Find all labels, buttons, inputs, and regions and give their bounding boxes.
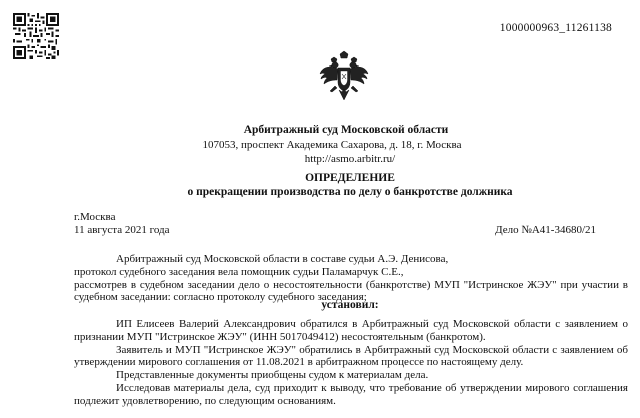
intro-line-3: рассмотрев в судебном заседании дело о несостоятельности (банкротстве) МУП "Истринское ЖЭУ" при участии в судебном заседании: согласно протоколу судебного заседания; bbox=[74, 278, 628, 304]
intro-line-1: Арбитражный суд Московской области в составе судьи А.Э. Денисова, bbox=[116, 253, 449, 265]
document-type: ОПРЕДЕЛЕНИЕ bbox=[305, 172, 395, 184]
established-heading: установил: bbox=[321, 299, 379, 311]
intro-line-2: протокол судебного заседания вела помощник судьи Паламарчук С.Е., bbox=[74, 265, 404, 278]
document-city: г.Москва bbox=[74, 211, 116, 223]
qr-code-icon bbox=[13, 13, 59, 59]
main-text bbox=[74, 318, 628, 408]
intro-block bbox=[74, 253, 628, 304]
court-address: 107053, проспект Академика Сахарова, д. 18, г. Москва bbox=[202, 139, 462, 151]
document-date: 11 августа 2021 года bbox=[74, 224, 170, 236]
court-name: Арбитражный суд Московской области bbox=[243, 124, 449, 136]
paragraph: Заявитель и МУП "Истринское ЖЭУ" обратились в Арбитражный суд Московской области с заявлением об утверждении мирового соглашения от 11.08.2021 в арбитражном процессе по настоящему делу. bbox=[74, 343, 628, 369]
document-subtitle: о прекращении производства по делу о банкротстве должника bbox=[187, 186, 513, 198]
paragraph: ИП Елисеев Валерий Александрович обратился в Арбитражный суд Московской области с заявлением о признании МУП "Истринское ЖЭУ" (ИНН 5017049412) несостоятельным (банкротом). bbox=[74, 318, 628, 343]
paragraph: Исследовав материалы дела, суд приходит к выводу, что требование об утверждении мирового соглашения подлежит удовлетворению, по следующим основаниям. bbox=[74, 381, 628, 407]
coat-of-arms-icon bbox=[318, 50, 370, 106]
court-url[interactable]: http://asmo.arbitr.ru/ bbox=[304, 153, 396, 165]
case-number: Дело №А41-34680/21 bbox=[495, 224, 596, 236]
paragraph: Представленные документы приобщены судом к материалам дела. bbox=[116, 369, 429, 382]
document-id: 1000000963_11261138 bbox=[499, 22, 612, 34]
